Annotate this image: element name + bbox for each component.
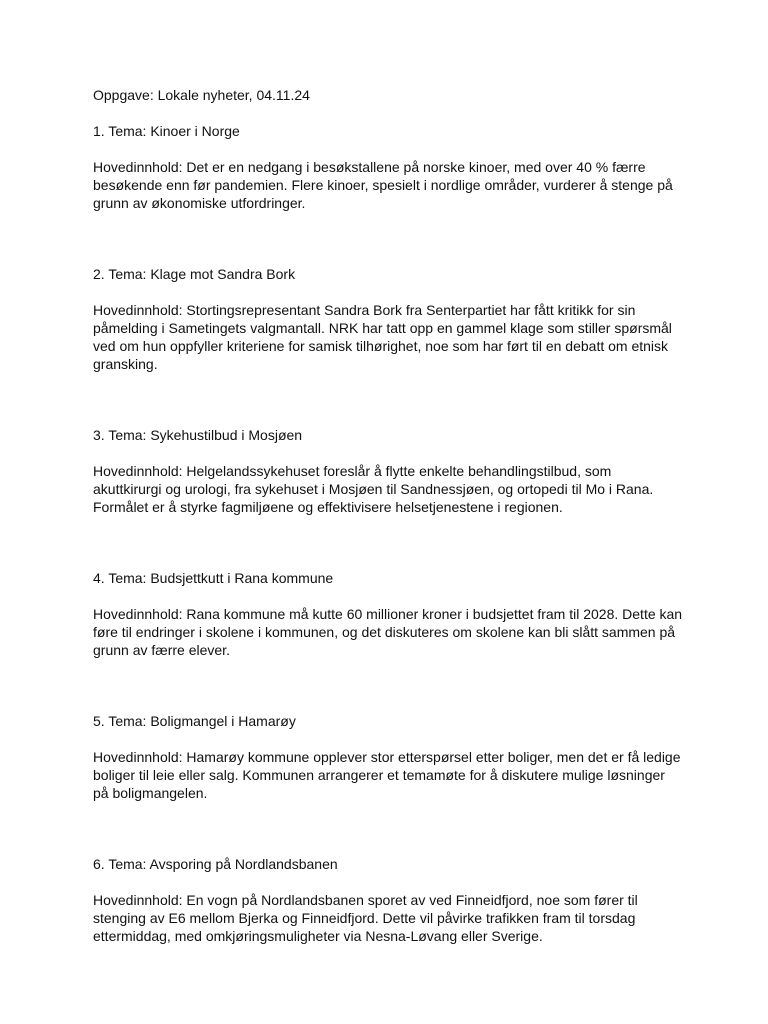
- section-heading: 2. Tema: Klage mot Sandra Bork: [93, 266, 296, 282]
- section-heading: 6. Tema: Avsporing på Nordlandsbanen: [93, 856, 338, 872]
- section-content: Hovedinnhold: Stortingsrepresentant Sandra Bork fra Senterpartiet har fått kritikk for sin påmelding i Sametingets valgmantall. NRK har tatt opp en gammel klage som stiller spørsmål ved om hun oppfyller kriteriene for samisk tilhørighet, noe som har ført til en debatt om etnisk gransking.: [93, 302, 672, 372]
- section-content: Hovedinnhold: Det er en nedgang i besøkstallene på norske kinoer, med over 40 % færre besøkende enn før pandemien. Flere kinoer, spesielt i nordlige områder, vurderer å stenge på grunn av økonomiske utfordringer.: [93, 159, 673, 211]
- section-heading: 3. Tema: Sykehustilbud i Mosjøen: [93, 427, 303, 443]
- section-heading: 4. Tema: Budsjettkutt i Rana kommune: [93, 570, 334, 586]
- section-content: Hovedinnhold: Helgelandssykehuset foreslår å flytte enkelte behandlingstilbud, som akuttkirurgi og urologi, fra sykehuset i Mosjøen til Sandnessjøen, og ortopedi til Mo i Rana. Formålet er å styrke fagmiljøene og effektivisere helsetjenestene i regionen.: [93, 463, 654, 515]
- news-section-4: [93, 569, 683, 659]
- news-section-1: [93, 122, 683, 212]
- section-content: Hovedinnhold: Hamarøy kommune opplever stor etterspørsel etter boliger, men det er få ledige boliger til leie eller salg. Kommunen arrangerer et temamøte for å diskutere mulige løsninger på boligmangelen.: [93, 749, 681, 801]
- section-heading: 1. Tema: Kinoer i Norge: [93, 123, 240, 139]
- section-content: Hovedinnhold: Rana kommune må kutte 60 millioner kroner i budsjettet fram til 2028. Dette kan føre til endringer i skolene i kommunen, og det diskuteres om skolene kan bli slått sammen på grunn av færre elever.: [93, 606, 683, 658]
- news-section-2: [93, 265, 683, 373]
- news-section-6: [93, 855, 683, 945]
- document-page: [93, 86, 683, 945]
- section-heading: 5. Tema: Boligmangel i Hamarøy: [93, 713, 296, 729]
- document-title: Oppgave: Lokale nyheter, 04.11.24: [93, 87, 310, 103]
- section-content: Hovedinnhold: En vogn på Nordlandsbanen sporet av ved Finneidfjord, noe som fører til stenging av E6 mellom Bjerka og Finneidfjord. Dette vil påvirke trafikken fram til torsdag ettermiddag, med omkjøringsmuligheter via Nesna-Løvang eller Sverige.: [93, 892, 638, 944]
- news-section-3: [93, 426, 683, 516]
- news-section-5: [93, 712, 683, 802]
